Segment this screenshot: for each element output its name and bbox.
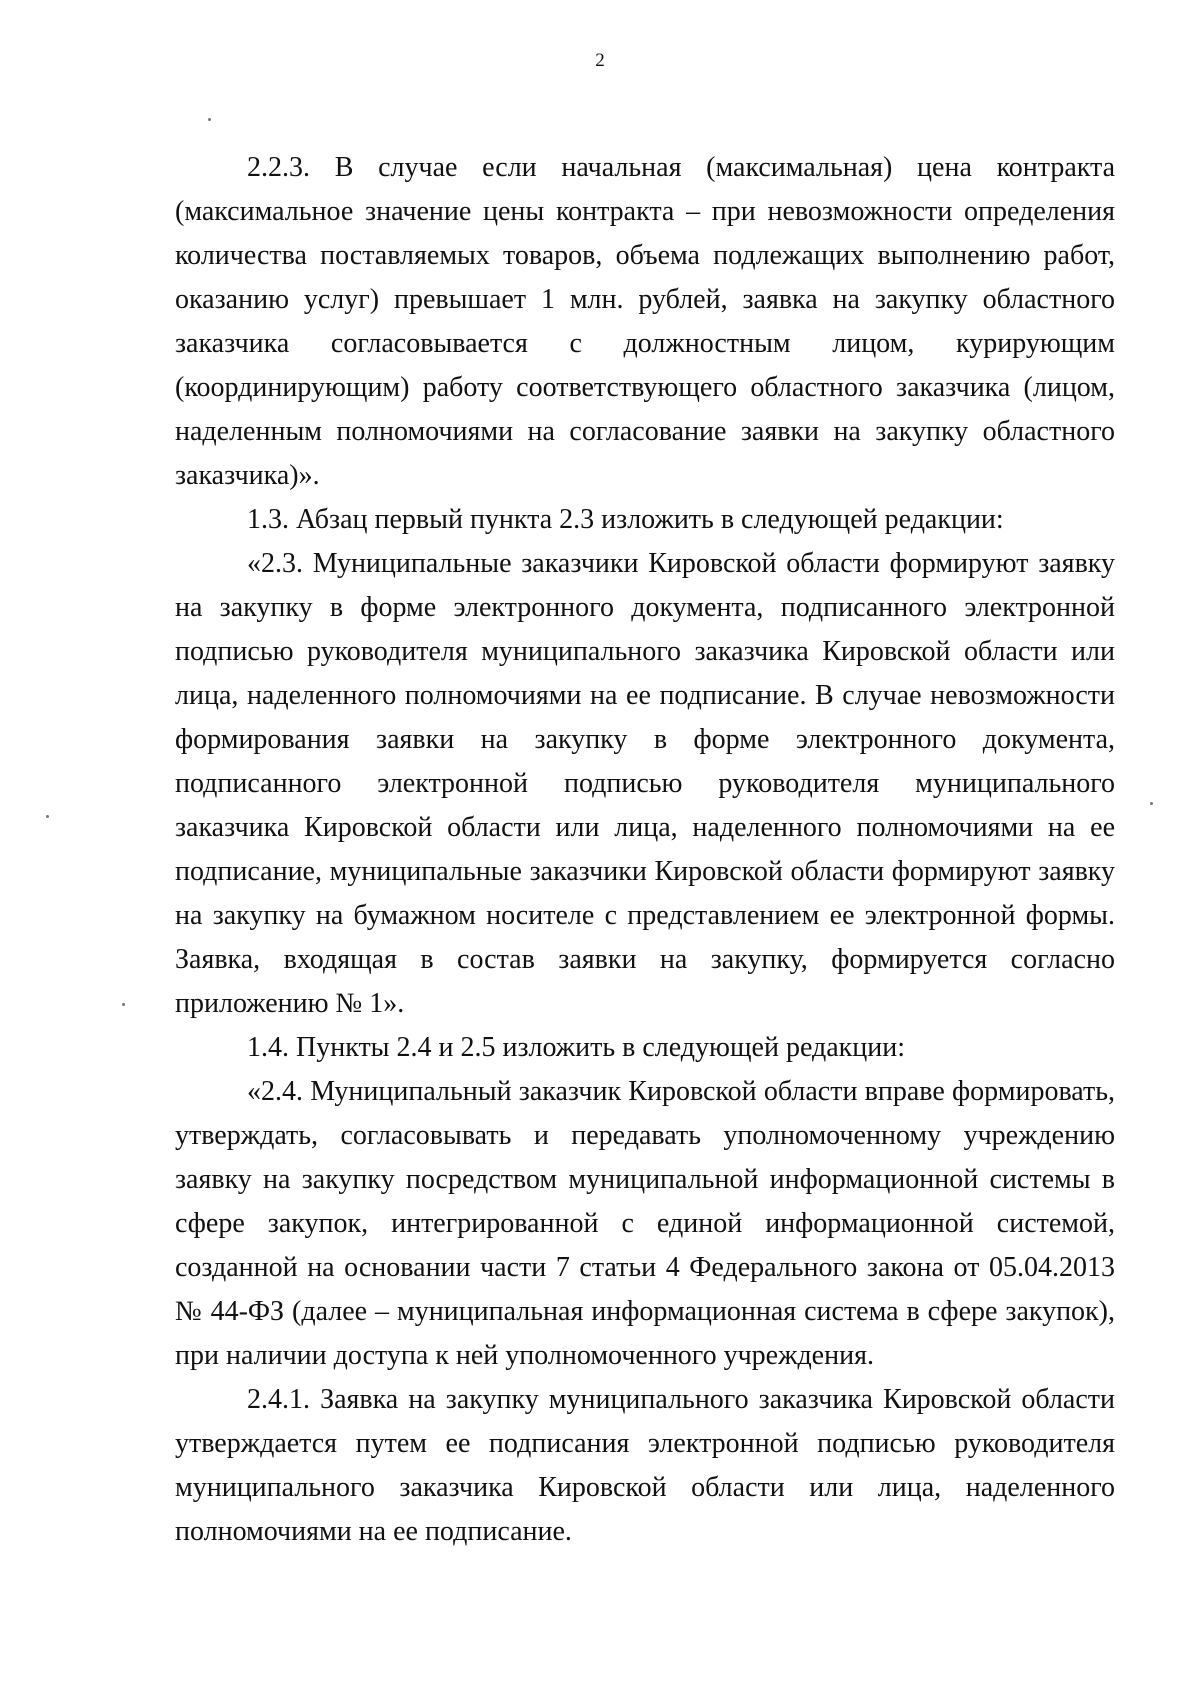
paragraph-2-3: «2.3. Муниципальные заказчики Кировской области формируют заявку на закупку в форме электронного документа, подписанного электронной подписью руководителя муниципального заказчика Кировской области или лица, наделенного полномочиями на ее подписание. В случае невозможности формирования заявки на закупку в форме электронного документа, подписанного электронной подписью руководителя муниципального заказчика Кировской области или лица, наделенного полномочиями на ее подписание, муниципальные заказчики Кировской области формируют заявку на закупку на бумажном носителе с представлением ее электронной формы. Заявка, входящая в состав заявки на закупку, формируется согласно приложению № 1». [175,548,1115,1019]
paragraph-1-3: 1.3. Абзац первый пункта 2.3 изложить в следующей редакции: [247,504,1004,535]
scan-speck [1150,802,1153,805]
paragraph-2-4: «2.4. Муниципальный заказчик Кировской области вправе формировать, утверждать, согласовывать и передавать уполномоченному учреждению заявку на закупку посредством муниципальной информационной системы в сфере закупок, интегрированной с единой информационной системой, созданной на основании части 7 статьи 4 Федерального закона от 05.04.2013 № 44-ФЗ (далее – муниципальная информационная система в сфере закупок), при наличии доступа к ней уполномоченного учреждения. [175,1076,1115,1371]
scan-speck [208,118,211,121]
paragraph-2-2-3: 2.2.3. В случае если начальная (максимальная) цена контракта (максимальное значение цены контракта – при невозможности определения количества поставляемых товаров, объема подлежащих выполнению работ, оказанию услуг) превышает 1 млн. рублей, заявка на закупку областного заказчика согласовывается с должностным лицом, курирующим (координирующим) работу соответствующего областного заказчика (лицом, наделенным полномочиями на согласование заявки на закупку областного заказчика)». [175,152,1115,491]
page-number: 2 [595,50,605,71]
document-body [175,146,1115,1554]
paragraph-1-4: 1.4. Пункты 2.4 и 2.5 изложить в следующей редакции: [247,1032,906,1063]
scan-speck [46,815,49,818]
scan-speck [122,1003,125,1006]
paragraph-2-4-1: 2.4.1. Заявка на закупку муниципального заказчика Кировской области утверждается путем ее подписания электронной подписью руководителя муниципального заказчика Кировской области или лица, наделенного полномочиями на ее подписание. [175,1384,1115,1547]
